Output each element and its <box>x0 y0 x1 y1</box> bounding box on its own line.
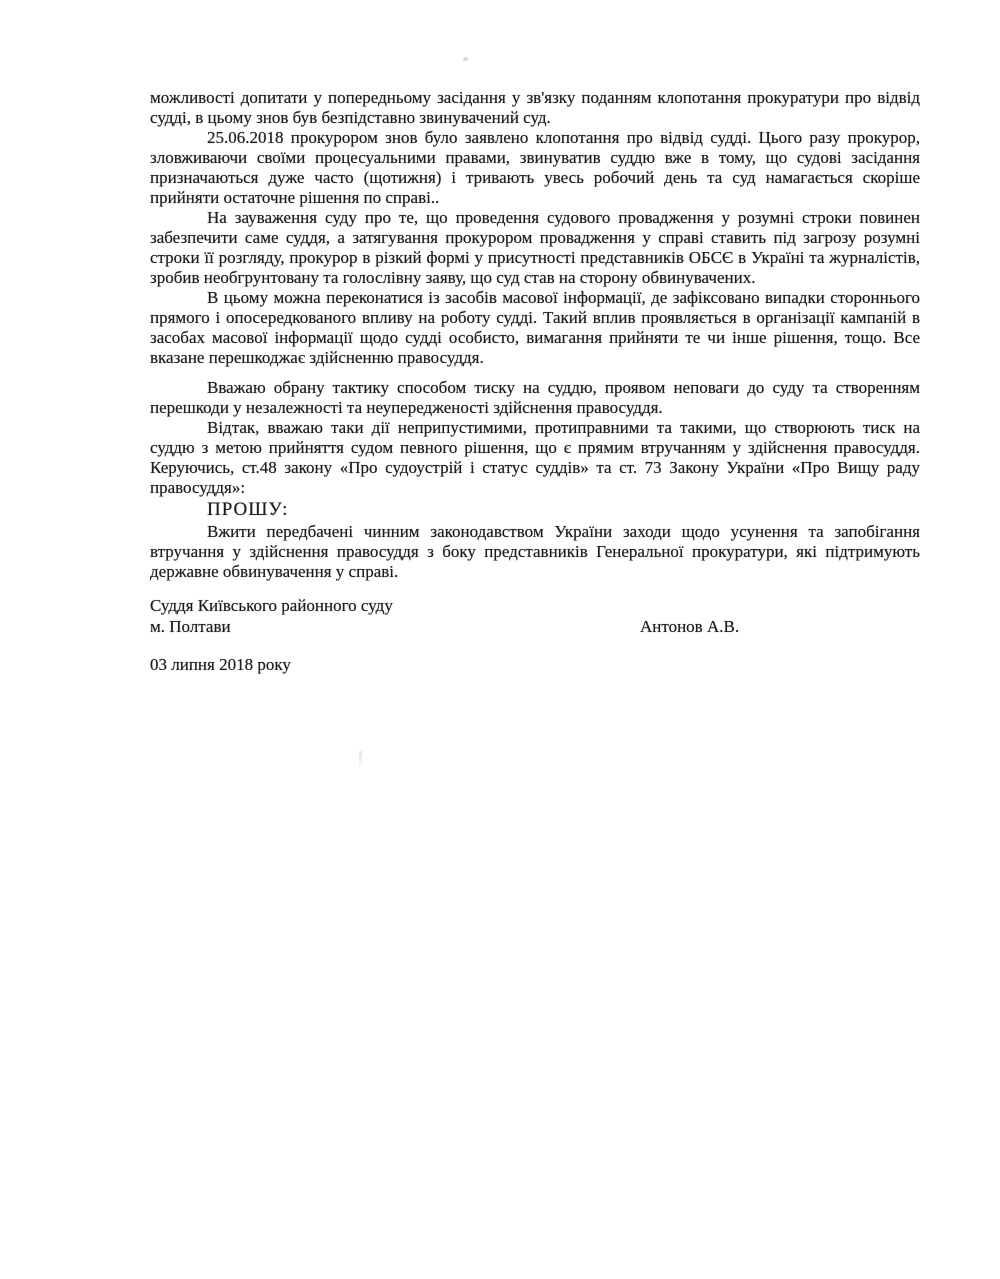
signature-role-row <box>150 616 920 637</box>
body-paragraph: На зауваження суду про те, що проведення судового провадження у розумні строки повинен забезпечити саме суддя, а затягування прокурором провадження у справі ставить під загрозу розумні строки її розгляду, прокурор в різкий формі у присутності представників ОБСЄ в Україні та журналістів, зробив необгрунтовану та голослівну заяву, що суд став на сторону обвинувачених. <box>150 208 920 287</box>
request-heading: ПРОШУ: <box>207 499 289 520</box>
body-paragraph: В цьому можна переконатися із засобів масової інформації, де зафіксовано випадки стороннього прямого і опосередкованого впливу на роботу судді. Такий вплив проявляється в організації кампаній в засобах масової інформації щодо судді особисто, вимагання прийняти те чи інше рішення, тощо. Все вказане перешкоджає здійсненню правосуддя. <box>150 288 920 367</box>
signature-block <box>150 595 920 675</box>
body-paragraph-continuation: можливості допитати у попередньому засідання у зв'язку поданням клопотання прокуратури про відвід судді, в цьому знов був безпідставно звинувачений суд. <box>150 88 920 127</box>
scan-artifact-bottom <box>359 751 362 768</box>
request-paragraph: Вжити передбачені чинним законодавством України заходи щодо усунення та запобігання втручання у здійснення правосуддя з боку представників Генеральної прокуратури, які підтримують державне обвинувачення у справі. <box>150 522 920 581</box>
body-paragraph: Відтак, вважаю таки дії неприпустимими, протиправними та такими, що створюють тиск на суддю з метою прийняття судом певного рішення, що є прямим втручанням у здійснення правосуддя. Керуючись, ст.48 закону «Про судоустрій і статус суддів» та ст. 73 Закону України «Про Вищу раду правосуддя»: <box>150 418 920 497</box>
signature-role-line1: Суддя Київського районного суду <box>150 596 393 615</box>
signature-role-line2: м. Полтави <box>150 617 231 636</box>
document-text-block <box>150 88 920 675</box>
signature-name: Антонов А.В. <box>640 617 740 636</box>
signature-date: 03 липня 2018 року <box>150 655 291 674</box>
body-paragraph: 25.06.2018 прокурором знов було заявлено клопотання про відвід судді. Цього разу прокурор, зловживаючи своїми процесуальними правами, звинуватив суддю вже в тому, що судові засідання призначаються дуже часто (щотижня) і тривають увесь робочий день та суд намагається скоріше прийняти остаточне рішення по справі.. <box>150 128 920 207</box>
scan-artifact-top <box>462 56 469 62</box>
body-paragraph: Вважаю обрану тактику способом тиску на суддю, проявом неповаги до суду та створенням перешкоди у незалежності та неупередженості здійснення правосуддя. <box>150 378 920 417</box>
